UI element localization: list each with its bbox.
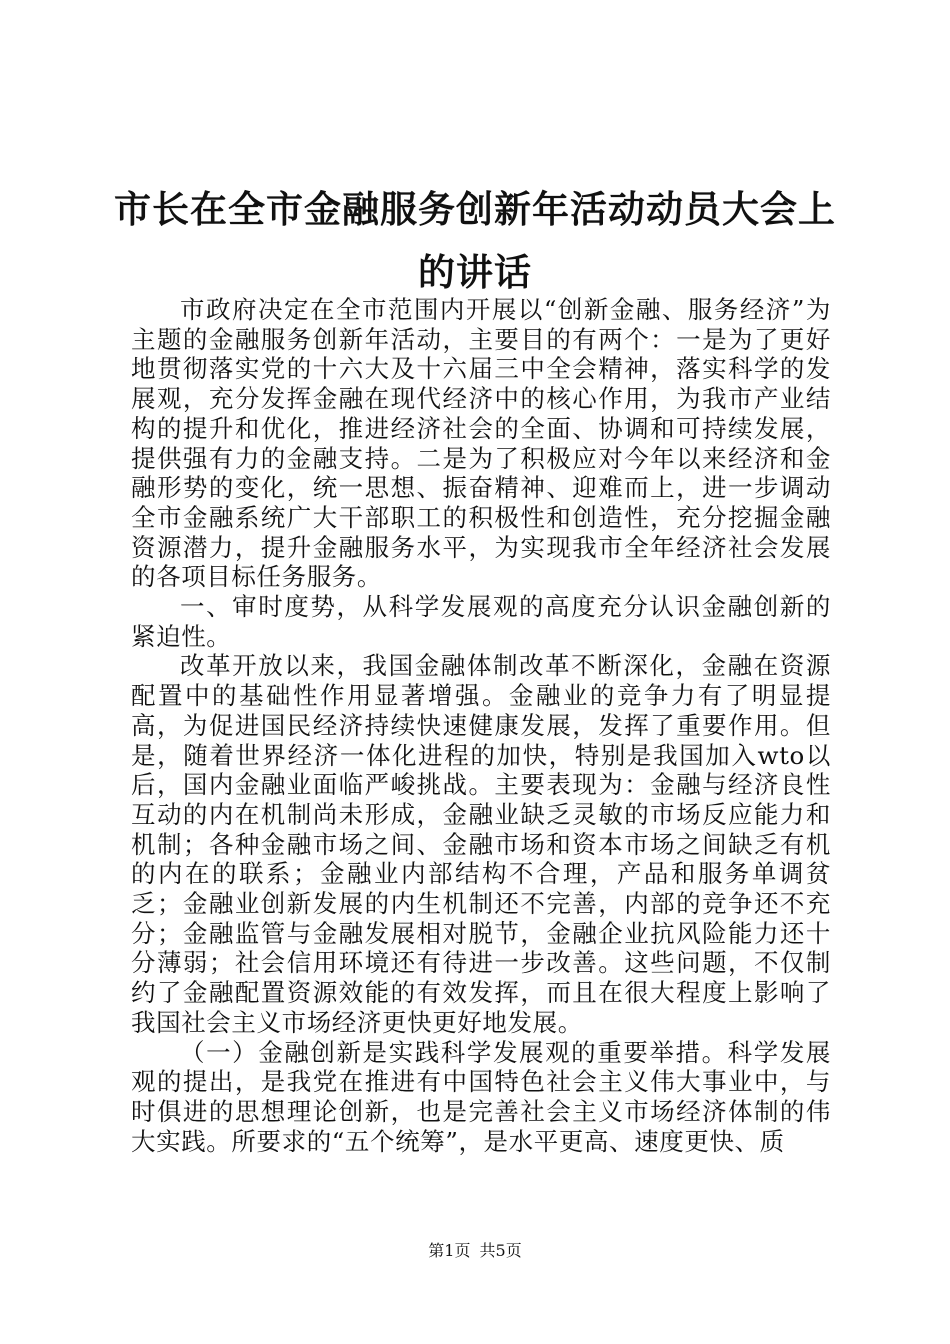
document-title: 市长在全市金融服务创新年活动动员大会上的讲话: [114, 188, 836, 294]
page-number: 第1页: [428, 1241, 471, 1260]
page-footer: [0, 1240, 950, 1262]
paragraph-subsection-1: （一）金融创新是实践科学发展观的重要举措。科学发展观的提出，是我党在推进有中国特色社会主义伟大事业中，与时俱进的思想理论创新，也是完善社会主义市场经济体制的伟大实践。所要求的“五个统筹”，是水平更高、速度更快、质: [131, 1037, 831, 1156]
paragraph-intro: 市政府决定在全市范围内开展以“创新金融、服务经济”为主题的金融服务创新年活动，主要目的有两个：一是为了更好地贯彻落实党的十六大及十六届三中全会精神，落实科学的发展观，充分发挥金融在现代经济中的核心作用，为我市产业结构的提升和优化，推进经济社会的全面、协调和可持续发展，提供强有力的金融支持。二是为了积极应对今年以来经济和金融形势的变化，统一思想、振奋精神、迎难而上，进一步调动全市金融系统广大干部职工的积极性和创造性，充分挖掘金融资源潜力，提升金融服务水平，为实现我市全年经济社会发展的各项目标任务服务。: [131, 295, 831, 592]
paragraph-reform: 改革开放以来，我国金融体制改革不断深化，金融在资源配置中的基础性作用显著增强。金融业的竞争力有了明显提高，为促进国民经济持续快速健康发展，发挥了重要作用。但是，随着世界经济一体化进程的加快，特别是我国加入wto以后，国内金融业面临严峻挑战。主要表现为：金融与经济良性互动的内在机制尚未形成，金融业缺乏灵敏的市场反应能力和机制；各种金融市场之间、金融市场和资本市场之间缺乏有机的内在的联系；金融业内部结构不合理，产品和服务单调贫乏；金融业创新发展的内生机制还不完善，内部的竞争还不充分；金融监管与金融发展相对脱节，金融企业抗风险能力还十分薄弱；社会信用环境还有待进一步改善。这些问题，不仅制约了金融配置资源效能的有效发挥，而且在很大程度上影响了我国社会主义市场经济更快更好地发展。: [131, 651, 831, 1037]
page-total: 共5页: [479, 1241, 522, 1260]
document-body: [131, 295, 831, 1156]
section-heading-1: 一、审时度势，从科学发展观的高度充分认识金融创新的紧迫性。: [131, 592, 831, 651]
